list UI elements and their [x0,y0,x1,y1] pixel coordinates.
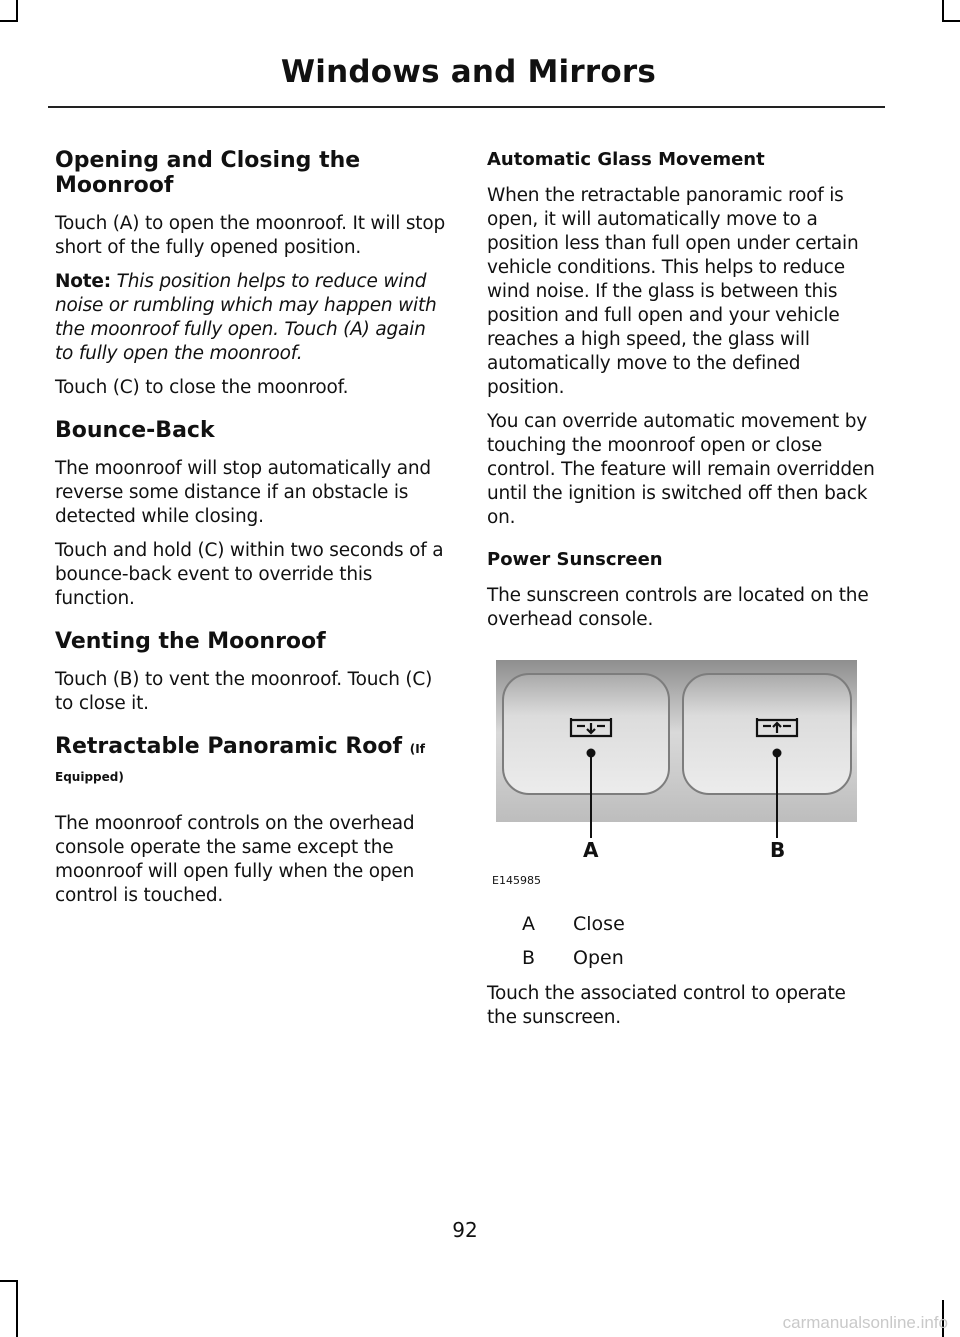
paragraph: Touch (A) to open the moonroof. It will stop short of the fully opened position. [55,213,446,258]
crop-mark [0,20,18,22]
page-number: 92 [452,1218,478,1242]
legend-value: Close [573,913,625,935]
legend-value: Open [573,947,624,969]
note-label: Note: [55,271,111,292]
close-button-shape [503,674,669,794]
overhead-console-illustration [487,660,879,892]
crop-mark [16,1280,18,1337]
note [55,270,447,366]
paragraph: The moonroof controls on the overhead console operate the same except the moonroof will open fully when the open control is touched. [55,813,415,906]
paragraph: When the retractable panoramic roof is open, it will automatically move to a position less than full open under certain vehicle conditions. This helps to reduce wind noise. If the glass is between this position and full open and your vehicle reaches a high speed, the glass will automatically move to the defined position. [487,185,859,398]
left-column [55,148,447,918]
paragraph: You can override automatic movement by touching the moonroof open or close control. The feature will remain overridden until the ignition is switched off then back on. [487,411,875,528]
figure-legend [487,912,879,970]
header-divider [48,106,885,108]
callout-label-a: A [583,838,599,862]
callout-label-b: B [770,838,786,862]
page-title: Windows and Mirrors [280,54,656,90]
paragraph: Touch and hold (C) within two seconds of a bounce-back event to override this function. [55,540,444,609]
note-text: This position helps to reduce wind noise or rumbling which may happen with the moonroof fully open. Touch (A) again to fully open the moonroof. [55,271,437,364]
watermark: carmanualsonline.info [782,1313,948,1332]
crop-mark [942,20,960,22]
paragraph: The moonroof will stop automatically and reverse some distance if an obstacle is detected while closing. [55,458,431,527]
figure-code: E145985 [492,874,541,887]
legend-key: B [521,947,535,969]
paragraph: Touch the associated control to operate the sunscreen. [487,983,846,1028]
legend-row [487,946,879,970]
heading-main: Retractable Panoramic Roof [55,734,403,759]
crop-mark [942,0,944,22]
heading-power-sunscreen: Power Sunscreen [487,549,663,570]
heading-if-equipped: (If Equipped) [55,742,425,784]
heading-venting: Venting the Moonroof [55,629,326,654]
heading-opening-closing: Opening and Closing the Moonroof [55,148,361,198]
open-button-shape [683,674,851,794]
crop-mark [16,0,18,22]
heading-bounce-back: Bounce-Back [55,418,215,443]
sunscreen-control-figure [487,660,879,892]
paragraph: Touch (C) to close the moonroof. [55,377,349,398]
legend-key: A [522,913,535,935]
legend-row [487,912,879,936]
paragraph: Touch (B) to vent the moonroof. Touch (C) to close it. [55,669,433,714]
crop-mark [0,1280,18,1282]
heading-retractable-roof [55,734,447,790]
right-column [487,148,879,1040]
heading-automatic-glass: Automatic Glass Movement [487,149,765,170]
paragraph: The sunscreen controls are located on the overhead console. [487,585,869,630]
